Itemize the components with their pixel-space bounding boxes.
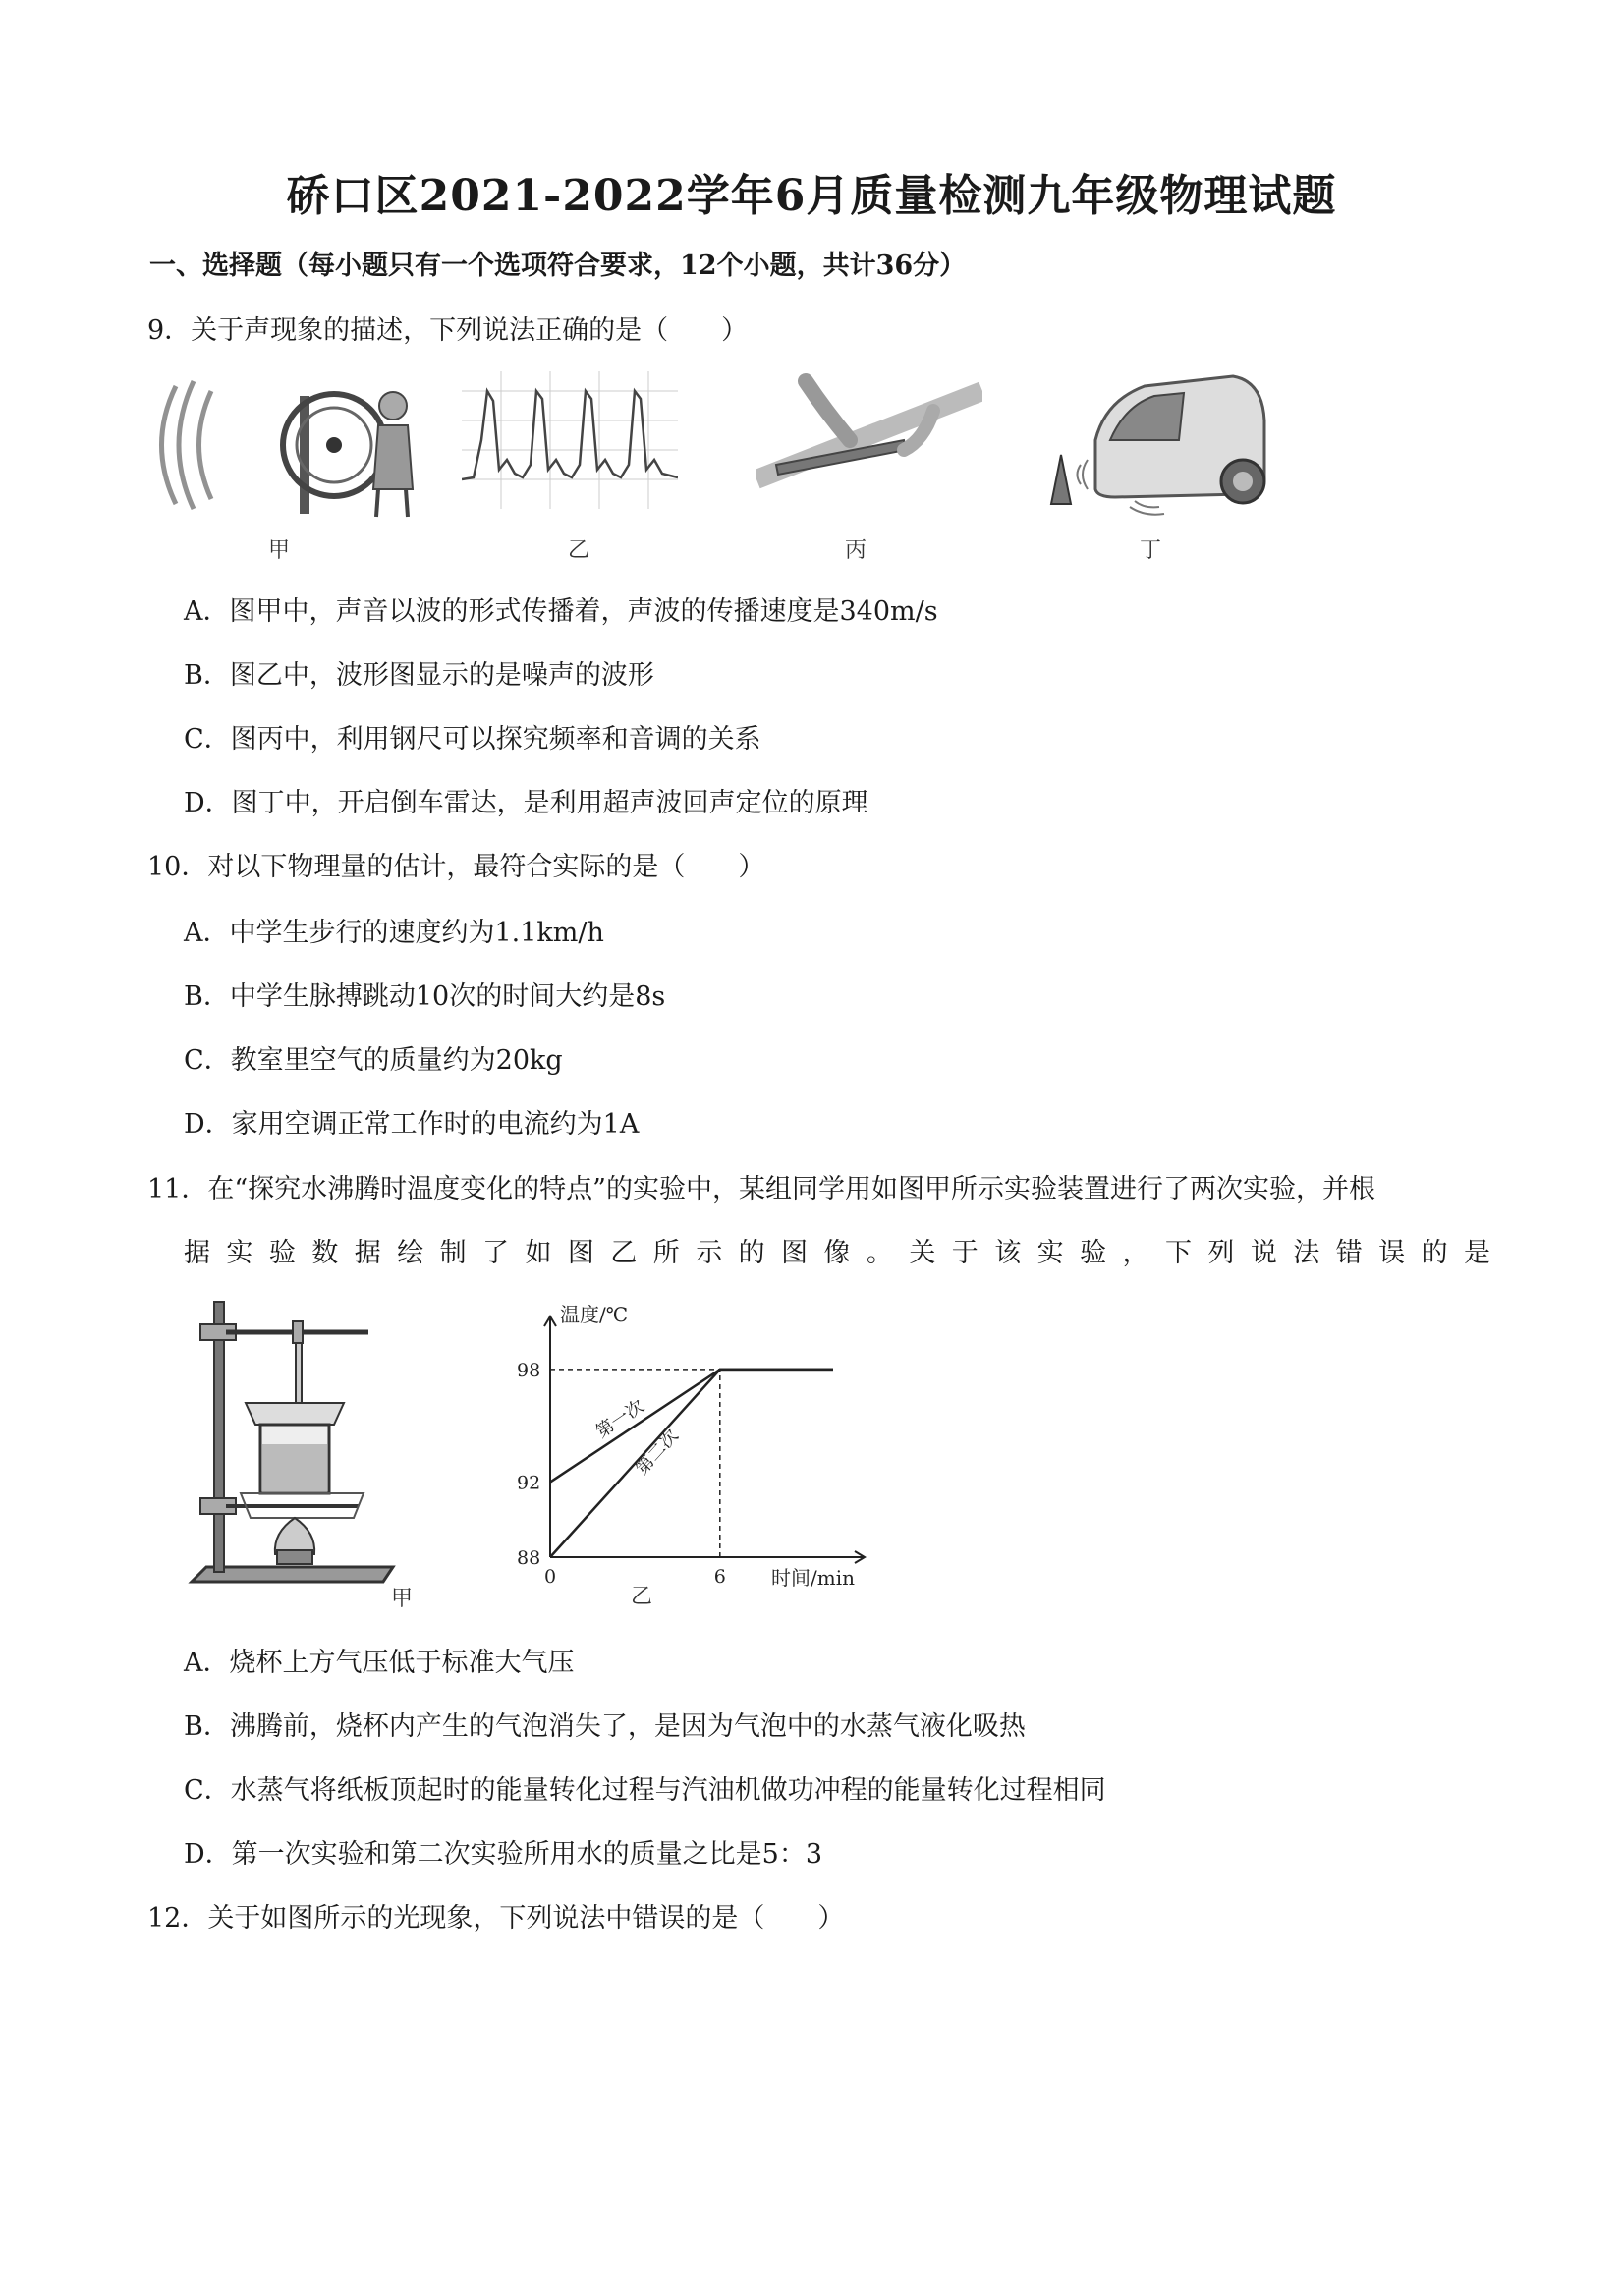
question-10-stem: 10．对以下物理量的估计，最符合实际的是（ ）: [147, 852, 765, 882]
q11-label-yi: 乙: [631, 1585, 653, 1609]
series-line-2: [550, 1370, 833, 1557]
q9-label-ding: 丁: [1140, 538, 1162, 563]
q9-label-yi: 乙: [568, 538, 590, 563]
q11-option-b: B．沸腾前，烧杯内产生的气泡消失了，是因为气泡中的水蒸气液化吸热: [184, 1711, 1026, 1742]
q9-figure-ding: [1036, 371, 1267, 519]
q10-option-c: C．教室里空气的质量约为20kg: [184, 1045, 563, 1076]
series-label-1: 第一次: [591, 1395, 648, 1443]
page-title: 硚口区2021-2022学年6月质量检测九年级物理试题: [286, 171, 1337, 221]
q10-option-a: A．中学生步行的速度约为1.1km/h: [184, 918, 604, 948]
q11-option-a: A．烧杯上方气压低于标准大气压: [184, 1648, 575, 1678]
y-tick-label: 88: [517, 1547, 541, 1569]
x-axis-label: 时间/min: [771, 1566, 855, 1590]
x-tick-label: 0: [544, 1566, 557, 1588]
question-11-stem-line1: 11．在“探究水沸腾时温度变化的特点”的实验中，某组同学用如图甲所示实验装置进行了两次实验，并根: [147, 1174, 1375, 1204]
q9-figure-bing: [756, 371, 982, 509]
question-11-stem-line2: 据实验数据绘制了如图乙所示的图像。关于该实验，下列说法错误的是: [184, 1238, 1490, 1268]
q9-option-b: B．图乙中，波形图显示的是噪声的波形: [184, 660, 654, 691]
question-9-stem: 9．关于声现象的描述，下列说法正确的是（ ）: [147, 315, 749, 346]
q9-option-c: C．图丙中，利用钢尺可以探究频率和音调的关系: [184, 724, 761, 755]
q11-label-jia: 甲: [391, 1587, 414, 1611]
y-axis-label: 温度/℃: [560, 1303, 629, 1326]
q11-apparatus-figure: [187, 1297, 422, 1601]
y-tick-label: 92: [517, 1472, 541, 1494]
y-tick-label: 98: [517, 1359, 541, 1381]
x-tick-label: 6: [713, 1566, 726, 1588]
q11-option-c: C．水蒸气将纸板顶起时的能量转化过程与汽油机做功冲程的能量转化过程相同: [184, 1775, 1106, 1806]
q9-figure-jia: [152, 371, 418, 519]
q10-option-d: D．家用空调正常工作时的电流约为1A: [184, 1109, 640, 1140]
question-12-stem: 12．关于如图所示的光现象，下列说法中错误的是（ ）: [147, 1903, 845, 1933]
q9-label-jia: 甲: [268, 538, 291, 563]
section-heading: 一、选择题（每小题只有一个选项符合要求，12个小题，共计36分）: [149, 251, 967, 281]
q10-option-b: B．中学生脉搏跳动10次的时间大约是8s: [184, 981, 666, 1012]
q9-figure-yi: [462, 371, 678, 509]
q9-option-d: D．图丁中，开启倒车雷达，是利用超声波回声定位的原理: [184, 788, 868, 818]
q9-label-bing: 丙: [845, 538, 867, 563]
q11-option-d: D．第一次实验和第二次实验所用水的质量之比是5：3: [184, 1839, 823, 1870]
q9-option-a: A．图甲中，声音以波的形式传播着，声波的传播速度是340m/s: [184, 596, 938, 627]
series-label-2: 第二次: [632, 1426, 683, 1480]
q11-temperature-chart: [491, 1277, 923, 1601]
